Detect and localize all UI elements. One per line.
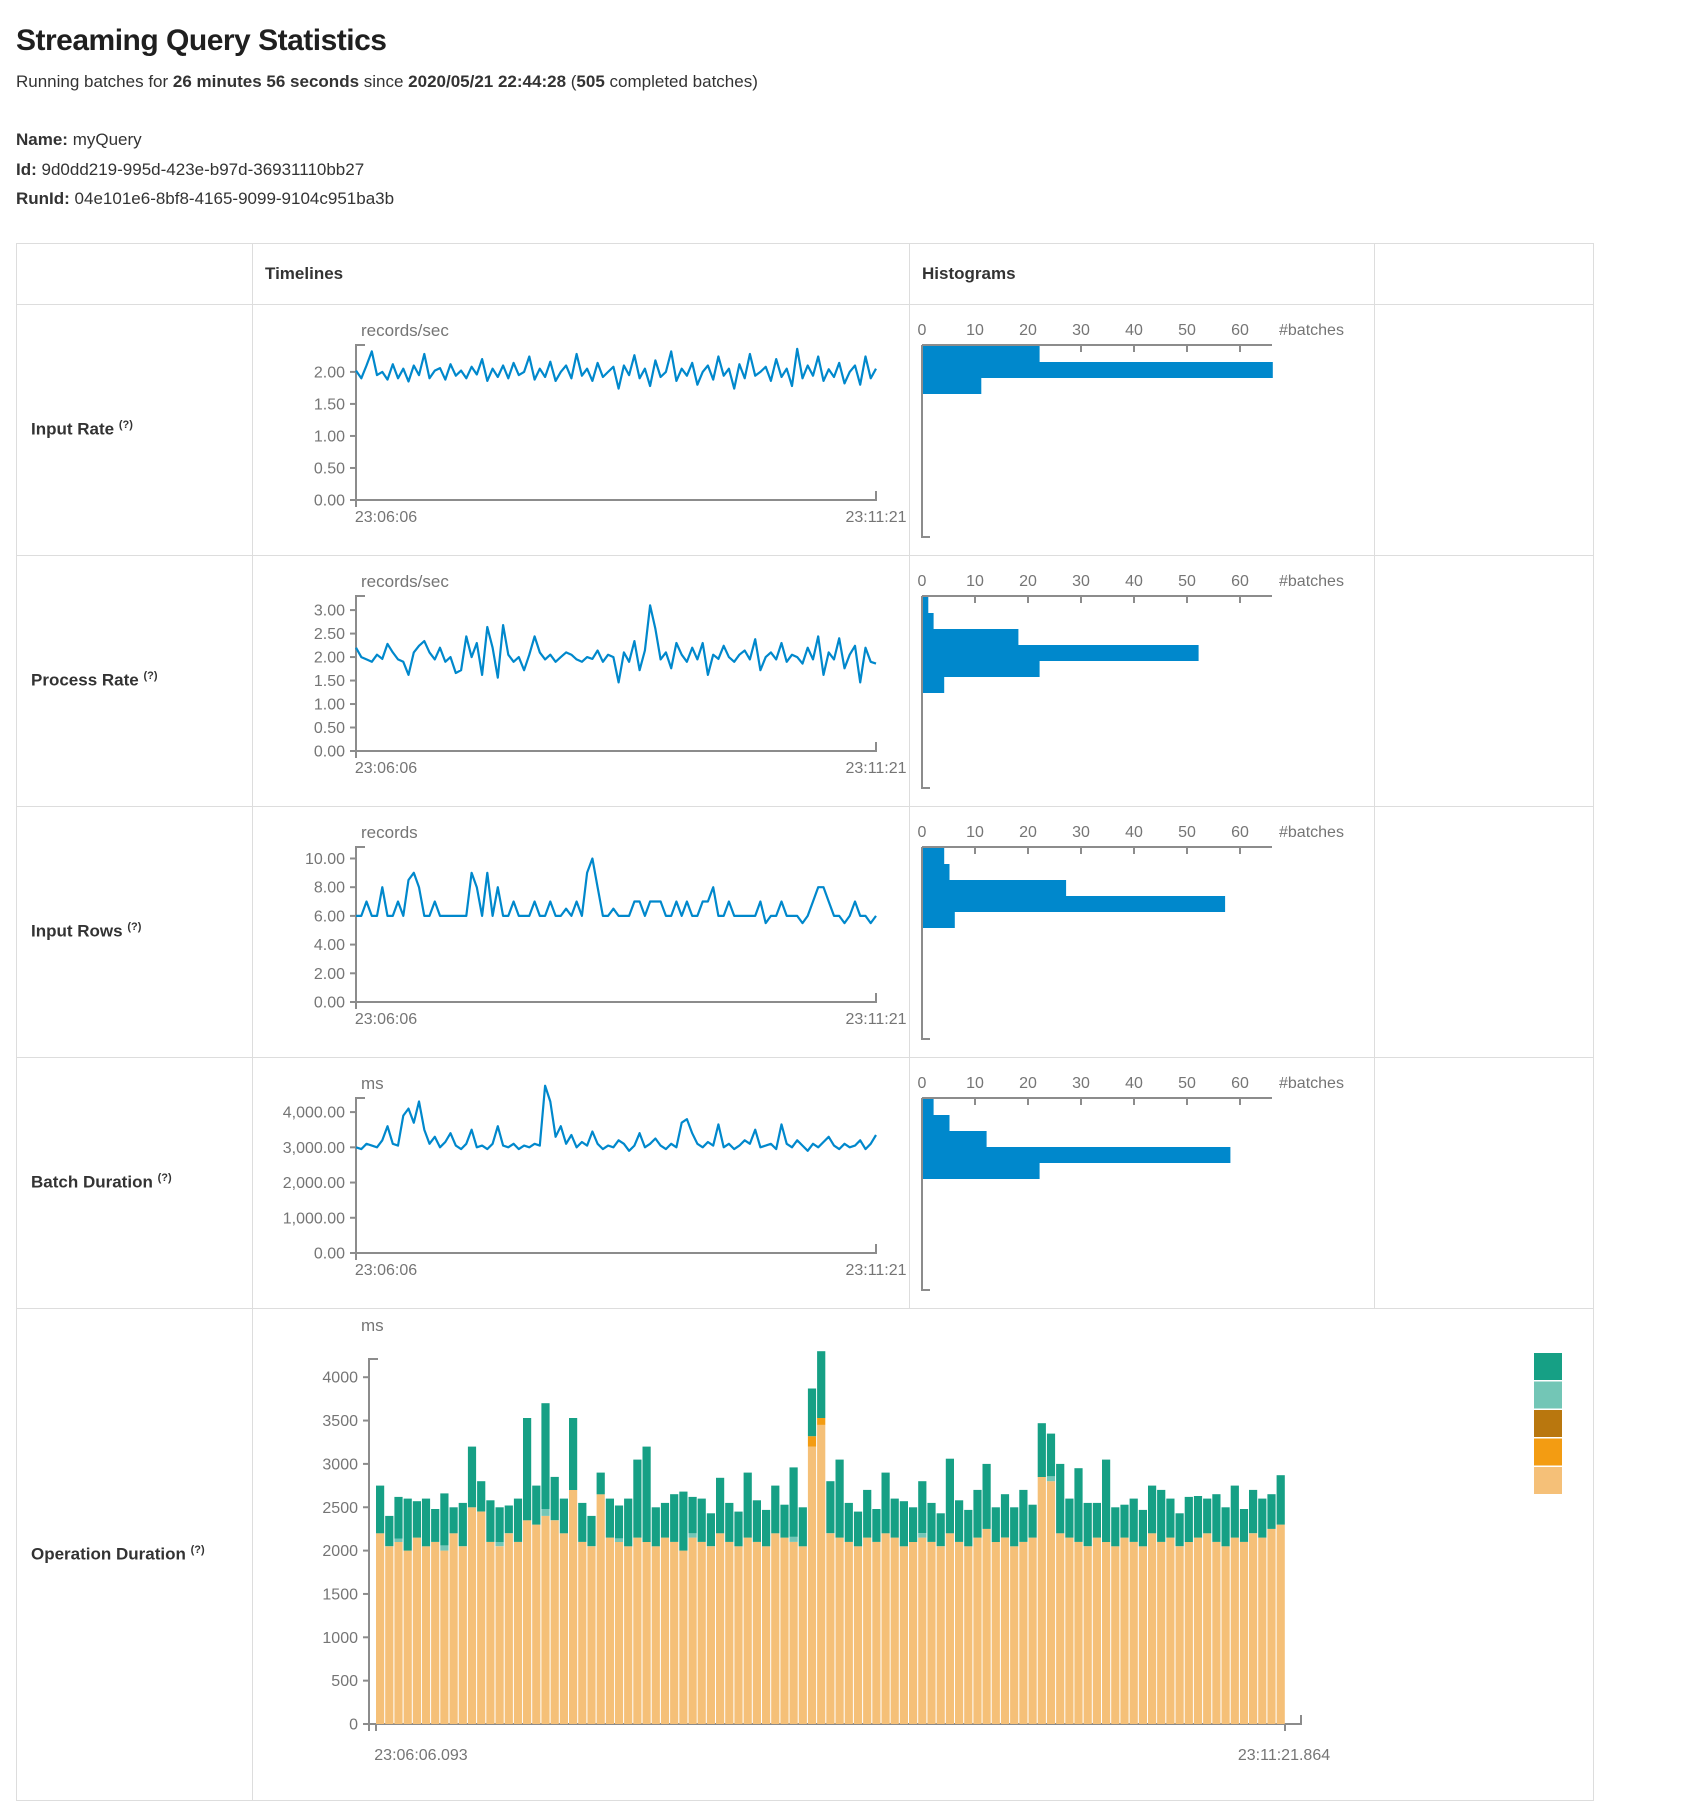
query-id-value: 9d0dd219-995d-423e-b97d-36931110bb27 <box>36 159 365 179</box>
process-rate-help-icon[interactable]: (?) <box>143 670 158 683</box>
svg-text:40: 40 <box>1125 321 1143 339</box>
input-rate-label: Input Rate <box>31 419 115 439</box>
batch-duration-label-cell <box>17 1057 253 1308</box>
batch-duration-label: Batch Duration <box>31 1172 153 1192</box>
svg-text:20: 20 <box>1019 572 1037 590</box>
svg-text:2.00: 2.00 <box>313 649 345 667</box>
svg-text:3500: 3500 <box>322 1412 358 1430</box>
spacer-cell <box>1375 555 1594 806</box>
svg-text:2,000.00: 2,000.00 <box>282 1174 345 1192</box>
svg-text:1,000.00: 1,000.00 <box>282 1209 345 1227</box>
svg-text:23:11:21: 23:11:21 <box>845 508 907 526</box>
svg-text:30: 30 <box>1072 823 1090 841</box>
svg-text:10: 10 <box>966 1074 984 1092</box>
svg-text:records: records <box>361 822 418 842</box>
svg-text:ms: ms <box>361 1315 384 1335</box>
svg-text:0: 0 <box>917 1074 927 1092</box>
process-rate-histogram-chart[interactable] <box>910 556 1374 806</box>
page-title: Streaming Query Statistics <box>16 24 387 57</box>
spacer-cell <box>1375 1057 1594 1308</box>
svg-text:0.00: 0.00 <box>313 994 345 1012</box>
svg-text:20: 20 <box>1019 823 1037 841</box>
svg-text:2.00: 2.00 <box>313 363 345 381</box>
batch-duration-row <box>17 1057 1594 1308</box>
since-text: since <box>359 72 409 91</box>
input-rate-row <box>17 304 1594 555</box>
svg-text:500: 500 <box>331 1672 358 1690</box>
svg-text:0.50: 0.50 <box>313 460 345 478</box>
svg-text:#batches: #batches <box>1279 1074 1344 1092</box>
svg-text:23:06:06: 23:06:06 <box>354 759 418 777</box>
operation-duration-chart-cell <box>253 1308 1594 1800</box>
batch-duration-timeline-chart[interactable] <box>253 1058 909 1308</box>
process-rate-row <box>17 555 1594 806</box>
svg-text:23:06:06: 23:06:06 <box>354 1010 418 1028</box>
svg-text:0.00: 0.00 <box>313 743 345 761</box>
svg-text:23:11:21: 23:11:21 <box>845 1010 907 1028</box>
svg-text:4,000.00: 4,000.00 <box>282 1104 345 1122</box>
svg-text:6.00: 6.00 <box>313 907 345 925</box>
svg-text:23:11:21: 23:11:21 <box>845 1261 907 1279</box>
input-rows-row <box>17 806 1594 1057</box>
svg-text:4000: 4000 <box>322 1369 358 1387</box>
svg-text:2500: 2500 <box>322 1499 358 1517</box>
svg-text:2.50: 2.50 <box>313 625 345 643</box>
input-rows-label-cell <box>17 806 253 1057</box>
svg-text:10: 10 <box>966 321 984 339</box>
svg-text:60: 60 <box>1231 1074 1249 1092</box>
query-name-label: Name: <box>16 130 68 149</box>
batch-duration-histogram-chart[interactable] <box>910 1058 1374 1308</box>
svg-text:0: 0 <box>917 823 927 841</box>
histograms-column-header: Histograms <box>910 243 1375 304</box>
input-rate-histogram-chart[interactable] <box>910 305 1374 555</box>
svg-text:2000: 2000 <box>322 1542 358 1560</box>
query-id-line <box>16 156 1677 184</box>
operation-duration-row <box>17 1308 1594 1800</box>
process-rate-label: Process Rate <box>31 670 139 690</box>
query-name-value: myQuery <box>67 130 142 149</box>
process-rate-timeline-chart[interactable] <box>253 556 909 806</box>
svg-text:30: 30 <box>1072 321 1090 339</box>
svg-text:10.00: 10.00 <box>304 850 345 868</box>
svg-text:0.00: 0.00 <box>313 492 345 510</box>
svg-text:23:06:06.093: 23:06:06.093 <box>374 1746 468 1764</box>
running-prefix-text: Running batches for <box>16 72 173 91</box>
svg-text:4.00: 4.00 <box>313 936 345 954</box>
process-rate-histogram-cell <box>910 555 1375 806</box>
svg-text:ms: ms <box>361 1073 384 1093</box>
svg-text:2.00: 2.00 <box>313 965 345 983</box>
svg-text:23:06:06: 23:06:06 <box>354 1261 418 1279</box>
svg-text:0.50: 0.50 <box>313 719 345 737</box>
spacer-cell <box>1375 304 1594 555</box>
svg-text:40: 40 <box>1125 1074 1143 1092</box>
svg-text:#batches: #batches <box>1279 823 1344 841</box>
svg-text:3,000.00: 3,000.00 <box>282 1139 345 1157</box>
metric-column-header <box>17 243 253 304</box>
svg-text:3.00: 3.00 <box>313 602 345 620</box>
input-rows-timeline-cell <box>253 806 910 1057</box>
input-rate-label-cell <box>17 304 253 555</box>
svg-text:0: 0 <box>917 321 927 339</box>
input-rows-label: Input Rows <box>31 921 123 941</box>
input-rate-timeline-cell <box>253 304 910 555</box>
spacer-column-header <box>1375 243 1594 304</box>
query-runid-line <box>16 185 1677 213</box>
query-runid-label: RunId: <box>16 189 70 209</box>
svg-text:1000: 1000 <box>322 1629 358 1647</box>
statistics-table <box>16 243 1594 1801</box>
svg-text:records/sec: records/sec <box>361 571 449 591</box>
svg-text:50: 50 <box>1178 823 1196 841</box>
svg-text:1.50: 1.50 <box>313 672 345 690</box>
svg-text:20: 20 <box>1019 1074 1037 1092</box>
query-id-label: Id: <box>16 159 37 179</box>
operation-duration-label-cell <box>17 1308 253 1800</box>
operation-duration-label: Operation Duration <box>31 1544 186 1564</box>
timelines-column-header: Timelines <box>253 243 910 304</box>
process-rate-label-cell <box>17 555 253 806</box>
process-rate-timeline-cell <box>253 555 910 806</box>
input-rows-timeline-chart[interactable] <box>253 807 909 1057</box>
input-rate-timeline-chart[interactable] <box>253 305 909 555</box>
svg-text:8.00: 8.00 <box>313 879 345 897</box>
svg-text:#batches: #batches <box>1279 572 1344 590</box>
svg-text:10: 10 <box>966 572 984 590</box>
input-rate-histogram-cell <box>910 304 1375 555</box>
svg-text:50: 50 <box>1178 321 1196 339</box>
svg-text:30: 30 <box>1072 572 1090 590</box>
svg-text:60: 60 <box>1231 572 1249 590</box>
operation-duration-help-icon[interactable]: (?) <box>190 1543 205 1556</box>
svg-text:23:06:06: 23:06:06 <box>354 508 418 526</box>
operation-duration-chart[interactable] <box>253 1309 1592 1800</box>
running-duration: 26 minutes 56 seconds <box>172 72 360 91</box>
svg-text:23:11:21.864: 23:11:21.864 <box>1237 1746 1331 1764</box>
svg-text:0: 0 <box>917 572 927 590</box>
svg-text:10: 10 <box>966 823 984 841</box>
query-name-line <box>16 126 1677 154</box>
input-rows-help-icon[interactable]: (?) <box>127 921 142 934</box>
svg-text:0: 0 <box>349 1716 358 1734</box>
input-rate-help-icon[interactable]: (?) <box>118 419 133 432</box>
start-timestamp: 2020/05/21 22:44:28 <box>408 72 567 91</box>
svg-text:60: 60 <box>1231 823 1249 841</box>
svg-text:3000: 3000 <box>322 1455 358 1473</box>
svg-text:1.00: 1.00 <box>313 696 345 714</box>
svg-text:50: 50 <box>1178 1074 1196 1092</box>
batch-duration-timeline-cell <box>253 1057 910 1308</box>
svg-text:1.00: 1.00 <box>313 428 345 446</box>
svg-text:40: 40 <box>1125 572 1143 590</box>
svg-text:40: 40 <box>1125 823 1143 841</box>
completed-batches-count: 505 <box>576 72 605 91</box>
table-header-row <box>17 243 1594 304</box>
svg-text:1.50: 1.50 <box>313 396 345 414</box>
svg-text:records/sec: records/sec <box>361 320 449 340</box>
batch-duration-help-icon[interactable]: (?) <box>157 1172 172 1185</box>
svg-text:23:11:21: 23:11:21 <box>845 759 907 777</box>
svg-text:0.00: 0.00 <box>313 1245 345 1263</box>
svg-text:60: 60 <box>1231 321 1249 339</box>
input-rows-histogram-cell <box>910 806 1375 1057</box>
paren-open-text: ( <box>566 72 577 91</box>
completed-batches-text: completed batches) <box>604 72 758 91</box>
input-rows-histogram-chart[interactable] <box>910 807 1374 1057</box>
batch-duration-histogram-cell <box>910 1057 1375 1308</box>
svg-text:30: 30 <box>1072 1074 1090 1092</box>
svg-text:50: 50 <box>1178 572 1196 590</box>
svg-text:1500: 1500 <box>322 1586 358 1604</box>
spacer-cell <box>1375 806 1594 1057</box>
svg-text:20: 20 <box>1019 321 1037 339</box>
running-summary <box>16 72 1677 92</box>
svg-text:#batches: #batches <box>1279 321 1344 339</box>
query-runid-value: 04e101e6-8bf8-4165-9099-9104c951ba3b <box>69 189 395 209</box>
